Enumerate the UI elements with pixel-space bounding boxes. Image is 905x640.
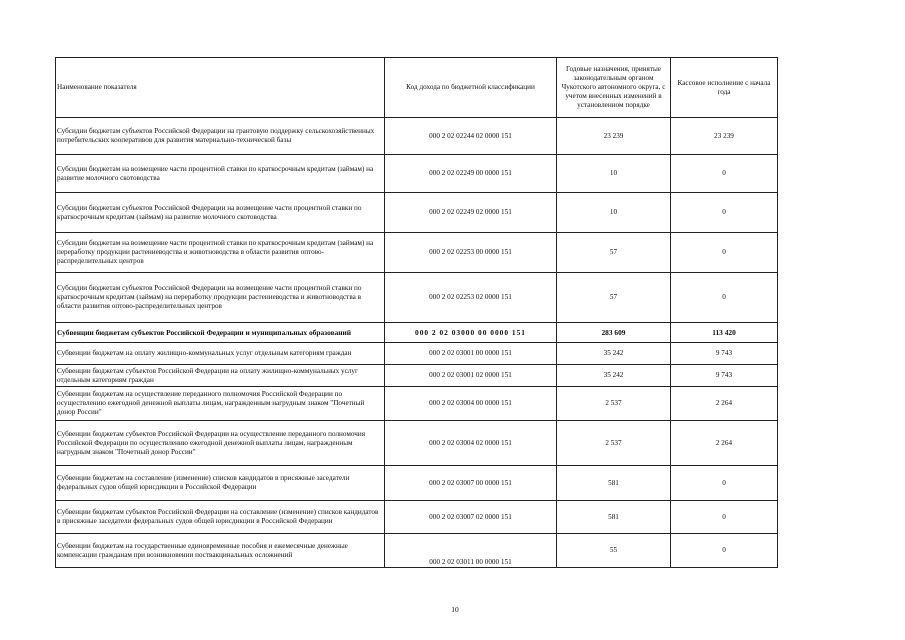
annual-value: 581 [557, 466, 671, 501]
table-row [56, 387, 778, 421]
annual-value: 283 609 [557, 323, 671, 343]
indicator-name: Субсидии бюджетам субъектов Российской Федерации на возмещение части процентной ставки по краткосрочным кредитам (займам) на переработку продукции растениеводства и животноводства в области развития оптово-распределительных центров [56, 273, 385, 323]
cash-value: 0 [671, 534, 778, 568]
annual-value: 23 239 [557, 118, 671, 155]
income-code: 000 2 02 02249 02 0000 151 [385, 193, 557, 233]
table-row-subtotal [56, 323, 778, 343]
table-row [56, 118, 778, 155]
header-cash-execution: Кассовое исполнение с начала года [671, 58, 778, 118]
table-row [56, 155, 778, 193]
indicator-name: Субвенции бюджетам субъектов Российской Федерации на оплату жилищно-коммунальных услуг отдельным категориям граждан [56, 365, 385, 387]
header-row [56, 58, 778, 118]
budget-execution-table [55, 57, 778, 568]
cash-value: 0 [671, 193, 778, 233]
income-code: 000 2 02 03004 00 0000 151 [385, 387, 557, 421]
annual-value: 35 242 [557, 365, 671, 387]
cash-value: 0 [671, 501, 778, 534]
cash-value: 2 264 [671, 387, 778, 421]
annual-value: 10 [557, 193, 671, 233]
cash-value: 9 743 [671, 343, 778, 365]
annual-value: 2 537 [557, 387, 671, 421]
cash-value: 0 [671, 273, 778, 323]
indicator-name: Субвенции бюджетам на государственные единовременные пособия и ежемесячные денежные компенсации гражданам при возникновении поствакцинальных осложнений [56, 534, 385, 568]
indicator-name: Субвенции бюджетам субъектов Российской Федерации на осуществление переданного полномочия Российской Федерации по осуществлению ежегодной денежной выплаты лицам, награжденным нагрудным знаком "Почетный донор России" [56, 421, 385, 466]
income-code: 000 2 02 03007 00 0000 151 [385, 466, 557, 501]
indicator-name: Субвенции бюджетам на составление (изменение) списков кандидатов в присяжные заседатели федеральных судов общей юрисдикции в Российской Федерации [56, 466, 385, 501]
cash-value: 0 [671, 233, 778, 273]
annual-value: 581 [557, 501, 671, 534]
table-row [56, 534, 778, 568]
cash-value: 113 420 [671, 323, 778, 343]
indicator-name: Субвенции бюджетам субъектов Российской Федерации и муниципальных образований [56, 323, 385, 343]
annual-value: 57 [557, 273, 671, 323]
table-row [56, 193, 778, 233]
table-row [56, 421, 778, 466]
header-income-code: Код дохода по бюджетной классификации [385, 58, 557, 118]
income-code: 000 2 02 03011 00 0000 151 [385, 534, 557, 568]
header-annual-appropriations: Годовые назначения, принятые законодательным органом Чукотского автономного округа, с учетом внесенных изменений в установленном порядке [557, 58, 671, 118]
income-code: 000 2 02 03001 02 0000 151 [385, 365, 557, 387]
cash-value: 0 [671, 155, 778, 193]
annual-value: 35 242 [557, 343, 671, 365]
annual-value: 55 [557, 534, 671, 568]
income-code: 000 2 02 02249 00 0000 151 [385, 155, 557, 193]
income-code: 000 2 02 03001 00 0000 151 [385, 343, 557, 365]
income-code: 000 2 02 02244 02 0000 151 [385, 118, 557, 155]
table-row [56, 466, 778, 501]
header-indicator-name: Наименование показателя [56, 58, 385, 118]
cash-value: 9 743 [671, 365, 778, 387]
cash-value: 2 264 [671, 421, 778, 466]
income-code: 000 2 02 02253 00 0000 151 [385, 233, 557, 273]
income-code: 000 2 02 03000 00 0000 151 [385, 323, 557, 343]
annual-value: 10 [557, 155, 671, 193]
annual-value: 2 537 [557, 421, 671, 466]
table-row [56, 501, 778, 534]
cash-value: 23 239 [671, 118, 778, 155]
table-row [56, 273, 778, 323]
indicator-name: Субсидии бюджетам субъектов Российской Федерации на грантовую поддержку сельскохозяйственных потребительских кооперативов для развития материально-технической базы [56, 118, 385, 155]
table-row [56, 343, 778, 365]
income-code: 000 2 02 02253 02 0000 151 [385, 273, 557, 323]
income-code: 000 2 02 03007 02 0000 151 [385, 501, 557, 534]
indicator-name: Субвенции бюджетам на оплату жилищно-коммунальных услуг отдельным категориям граждан [56, 343, 385, 365]
indicator-name: Субсидии бюджетам субъектов Российской Федерации на возмещение части процентной ставки по краткосрочным кредитам (займам) на развитие молочного скотоводства [56, 193, 385, 233]
page-number: 10 [451, 605, 459, 614]
cash-value: 0 [671, 466, 778, 501]
table-row [56, 365, 778, 387]
indicator-name: Субсидии бюджетам на возмещение части процентной ставки по краткосрочным кредитам (займам) на переработку продукции растениеводства и животноводства в области развития оптово-распределительных центров [56, 233, 385, 273]
indicator-name: Субвенции бюджетам субъектов Российской Федерации на составление (изменение) списков кандидатов в присяжные заседатели федеральных судов общей юрисдикции в Российской Федерации [56, 501, 385, 534]
income-code: 000 2 02 03004 02 0000 151 [385, 421, 557, 466]
annual-value: 57 [557, 233, 671, 273]
table-row [56, 233, 778, 273]
indicator-name: Субсидии бюджетам на возмещение части процентной ставки по краткосрочным кредитам (займам) на развитие молочного скотоводства [56, 155, 385, 193]
indicator-name: Субвенции бюджетам на осуществление переданного полномочия Российской Федерации по осуществлению ежегодной денежной выплаты лицам, награжденным нагрудным знаком "Почетный донор России" [56, 387, 385, 421]
